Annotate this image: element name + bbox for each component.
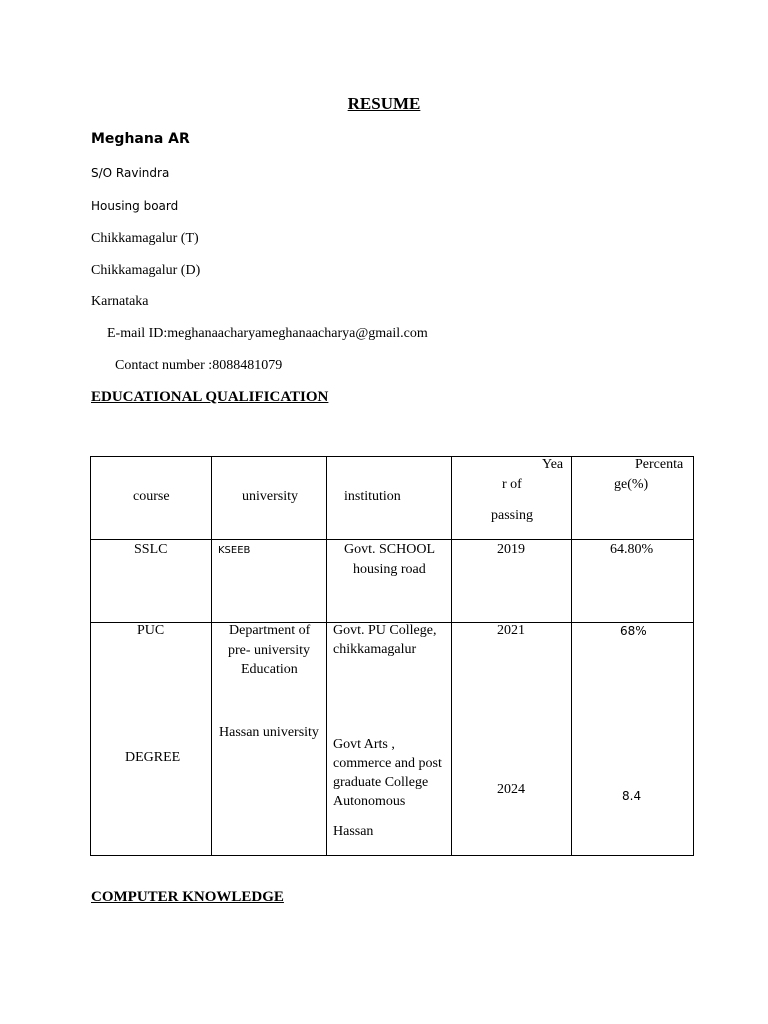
education-table (90, 456, 694, 856)
contact-number: Contact number :8088481079 (115, 358, 283, 373)
email-line: E-mail ID:meghanaacharyameghanaacharya@gmail.com (107, 326, 428, 341)
table-cell (452, 623, 572, 856)
header-year-part: r of (502, 477, 522, 492)
course-cell: SSLC (134, 542, 168, 557)
address-line: Chikkamagalur (T) (91, 231, 199, 246)
percentage-cell: 8.4 (622, 789, 642, 803)
header-course: course (133, 489, 170, 504)
percentage-cell: 68% (620, 624, 647, 638)
header-cell (212, 457, 327, 540)
table-cell (572, 623, 694, 856)
institution-cell: Govt. SCHOOL (344, 542, 436, 557)
table-row-puc-degree (91, 623, 694, 856)
year-cell: 2024 (497, 782, 525, 797)
table-cell (91, 540, 212, 623)
table-row-sslc (91, 540, 694, 623)
institution-cell: chikkamagalur (333, 642, 417, 657)
table-cell (91, 623, 212, 856)
university-cell: KSEEB (218, 545, 251, 556)
table-cell (452, 540, 572, 623)
resume-title: RESUME (347, 94, 421, 113)
address-line: Karnataka (91, 294, 149, 309)
candidate-name: Meghana AR (91, 131, 190, 147)
university-cell: Department of (229, 623, 311, 638)
address-line: Housing board (91, 199, 179, 213)
university-cell: Education (241, 662, 298, 677)
course-cell: PUC (137, 623, 165, 638)
table-cell (327, 623, 452, 856)
header-cell (452, 457, 572, 540)
table-cell (327, 540, 452, 623)
table-cell (212, 623, 327, 856)
year-cell: 2021 (497, 623, 525, 638)
institution-cell: housing road (353, 562, 426, 577)
address-line: S/O Ravindra (91, 166, 170, 180)
education-heading: EDUCATIONAL QUALIFICATION (91, 389, 329, 405)
header-year-part: Yea (542, 457, 564, 472)
header-cell (91, 457, 212, 540)
institution-cell: Hassan (333, 824, 374, 839)
institution-cell: commerce and post (333, 756, 442, 771)
university-cell: Hassan university (219, 725, 319, 740)
university-cell: pre- university (228, 643, 311, 658)
header-percentage-part: Percenta (635, 457, 684, 472)
table-cell (212, 540, 327, 623)
table-header-row (91, 457, 694, 540)
course-cell: DEGREE (125, 750, 181, 765)
institution-cell: Autonomous (333, 794, 406, 809)
year-cell: 2019 (497, 542, 525, 557)
institution-cell: graduate College (333, 775, 429, 790)
header-cell (572, 457, 694, 540)
header-year-part: passing (491, 508, 533, 523)
institution-cell: Govt. PU College, (333, 623, 437, 638)
address-line: Chikkamagalur (D) (91, 263, 201, 278)
computer-heading: COMPUTER KNOWLEDGE (91, 889, 284, 905)
header-institution: institution (344, 489, 401, 504)
header-cell (327, 457, 452, 540)
table-cell (572, 540, 694, 623)
header-university: university (242, 489, 298, 504)
percentage-cell: 64.80% (610, 542, 654, 557)
header-percentage-part: ge(%) (614, 477, 649, 492)
institution-cell: Govt Arts , (333, 737, 395, 752)
